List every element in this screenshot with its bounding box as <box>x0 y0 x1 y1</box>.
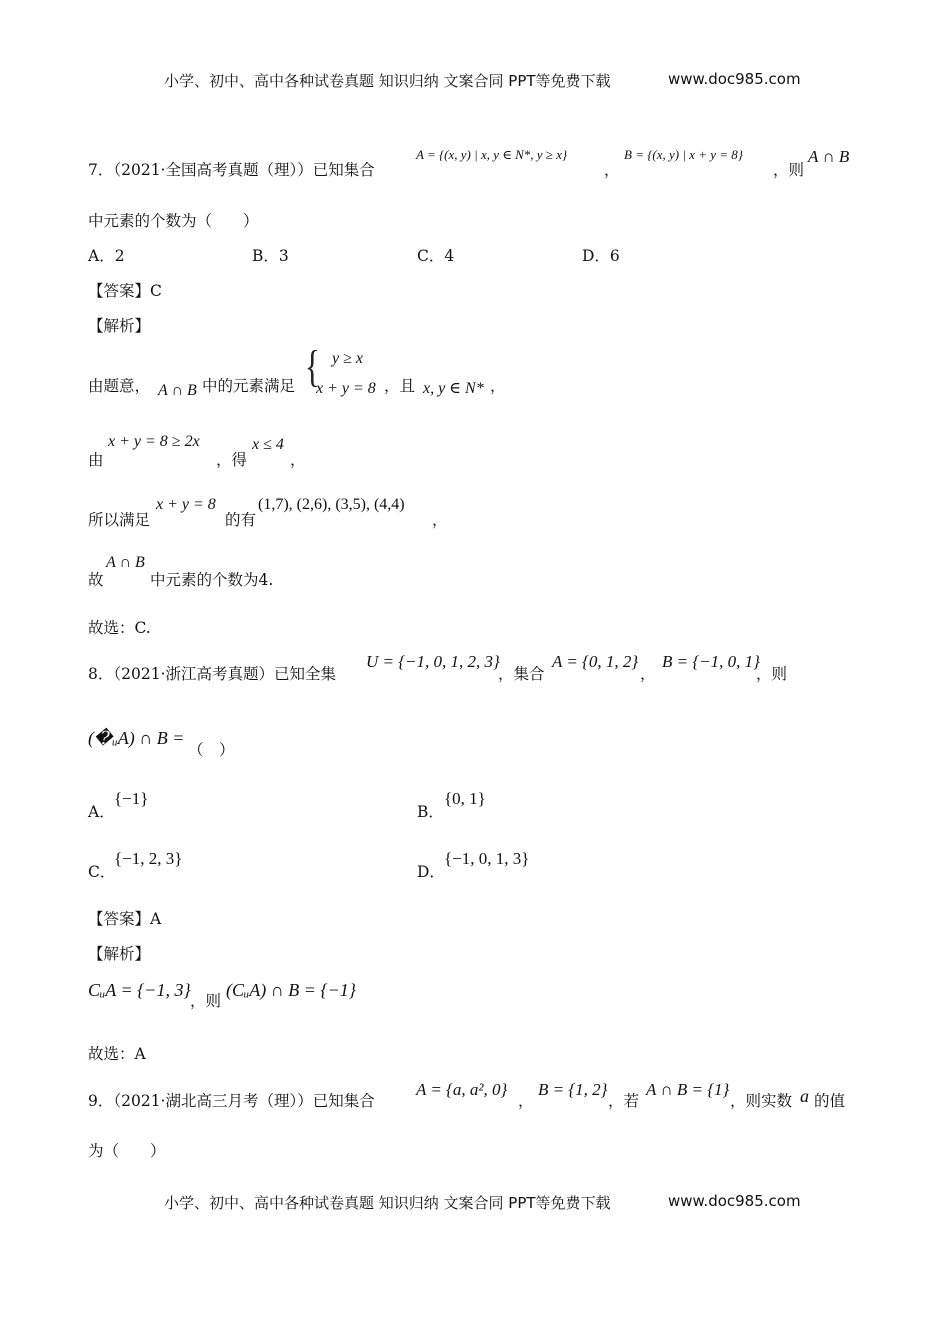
q7-prefix: 7．（2021·全国高考真题（理））已知集合 <box>88 161 375 179</box>
q8-prefix: 8．（2021·浙江高考真题）已知全集 <box>88 665 336 683</box>
q8-option-d-label: D． <box>417 863 445 881</box>
q8-setU: U = {−1, 0, 1, 2, 3} <box>366 652 500 671</box>
q7-setA: A = {(x, y) | x, y ∈ N*, y ≥ x} <box>416 147 568 162</box>
q8-then: ，则 <box>756 665 788 683</box>
q7-then: ，则 <box>773 161 805 179</box>
q8-option-d-value: {−1, 0, 1, 3} <box>444 849 530 868</box>
q8-option-b-label: B． <box>417 803 444 821</box>
q7-s4-pre: 故 <box>88 571 104 589</box>
q9-then: ，则实数 <box>730 1092 793 1110</box>
q9-end: 的值 <box>814 1092 846 1110</box>
q7-s2-pre: 由 <box>88 451 104 469</box>
q7-setB: B = {(x, y) | x + y = 8} <box>624 147 743 162</box>
q9-if: ，若 <box>608 1092 640 1110</box>
q7-s3-end: ， <box>432 511 448 529</box>
q7-option-c: C．4 <box>417 247 455 265</box>
footer-title: 小学、初中、高中各种试卷真题 知识归纳 文案合同 PPT等免费下载 <box>164 1194 611 1212</box>
q7-s1-end: ， <box>490 377 506 395</box>
q7-option-d: D．6 <box>582 247 620 265</box>
q7-s4-ab: A ∩ B <box>106 554 145 571</box>
q8-mid: ，集合 <box>498 665 545 683</box>
q7-s4-end: 中元素的个数为4. <box>150 571 274 589</box>
q9-comma: ， <box>518 1092 534 1110</box>
q7-s2-end: ， <box>290 451 306 469</box>
q9-prefix: 9．（2021·湖北高三月考（理））已知集合 <box>88 1092 375 1110</box>
q7-s1-sys1: y ≥ x <box>332 350 363 367</box>
q7-intersect: A ∩ B <box>808 147 850 166</box>
q7-s3-pre: 所以满足 <box>88 511 151 529</box>
q9-var: a <box>800 1086 809 1106</box>
q8-expr: (�ᵤA) ∩ B = <box>88 728 185 748</box>
q7-s1-mid: 中的元素满足 <box>202 377 296 395</box>
q8-setA: A = {0, 1, 2} <box>552 652 639 671</box>
header-url[interactable]: www.doc985.com <box>668 70 801 88</box>
q7-s1-and: ，且 <box>384 377 416 395</box>
q7-s2-expr: x + y = 8 ≥ 2x <box>108 433 200 450</box>
q8-option-b-value: {0, 1} <box>444 789 486 808</box>
q8-option-a-label: A． <box>88 803 115 821</box>
q8-option-c-value: {−1, 2, 3} <box>114 849 183 868</box>
q7-s3-list: (1,7), (2,6), (3,5), (4,4) <box>258 496 405 513</box>
q9-setA: A = {a, a², 0} <box>416 1080 508 1099</box>
q9-setB: B = {1, 2} <box>538 1080 608 1099</box>
q7-s1-ab: A ∩ B <box>158 382 197 399</box>
q8-setB: B = {−1, 0, 1} <box>662 652 760 671</box>
q8-analysis-label: 【解析】 <box>88 945 151 963</box>
q7-choose: 故选：C. <box>88 619 151 637</box>
q7-option-a: A．2 <box>88 247 125 265</box>
q8-sol-expr2: (CᵤA) ∩ B = {−1} <box>226 980 356 1000</box>
q7-s2-res: x ≤ 4 <box>252 436 284 453</box>
q7-analysis-label: 【解析】 <box>88 317 151 335</box>
q7-answer: 【答案】C <box>88 282 162 300</box>
q7-s3-mid: 的有 <box>225 511 257 529</box>
q8-sol-expr1: CᵤA = {−1, 3} <box>88 980 191 1000</box>
q8-sol-mid: ，则 <box>190 992 222 1010</box>
q8-answer: 【答案】A <box>88 910 162 928</box>
header-title: 小学、初中、高中各种试卷真题 知识归纳 文案合同 PPT等免费下载 <box>164 72 611 90</box>
q8-choose: 故选：A <box>88 1045 146 1063</box>
q7-s2-mid: ，得 <box>216 451 248 469</box>
q7-s1-pre: 由题意， <box>88 377 151 395</box>
q9-cond: A ∩ B = {1} <box>646 1080 730 1099</box>
q7-s1-cond: x, y ∈ N* <box>423 380 484 397</box>
q9-line2: 为（ ） <box>88 1142 166 1160</box>
q7-comma1: ， <box>604 161 620 179</box>
q8-paren: （ ） <box>188 741 235 759</box>
footer-url[interactable]: www.doc985.com <box>668 1192 801 1210</box>
q8-comma: ， <box>640 665 656 683</box>
q7-line2: 中元素的个数为（ ） <box>88 212 259 230</box>
q7-s3-expr: x + y = 8 <box>156 496 216 513</box>
system-brace-icon: { <box>305 342 320 391</box>
q7-option-b: B．3 <box>252 247 289 265</box>
q8-option-a-value: {−1} <box>114 789 149 808</box>
q7-s1-sys2: x + y = 8 <box>316 380 376 397</box>
q8-option-c-label: C． <box>88 863 116 881</box>
